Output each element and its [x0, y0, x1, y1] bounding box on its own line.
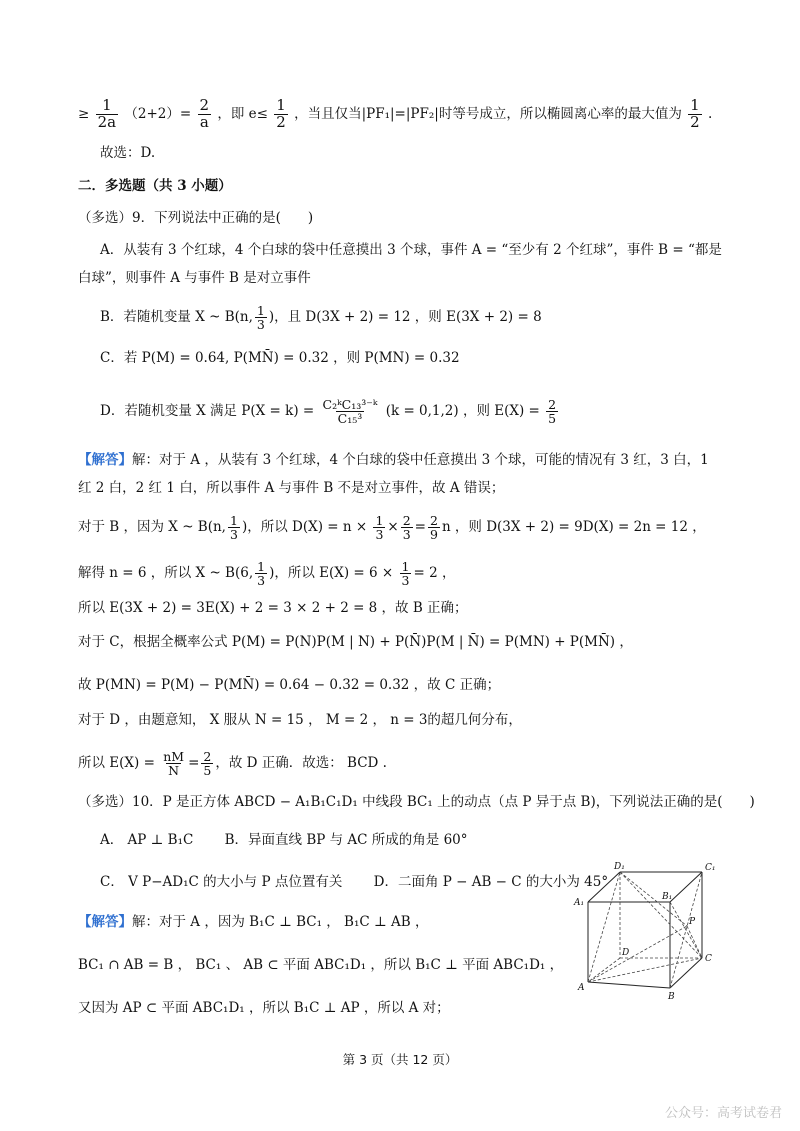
q9-option-b: [100, 304, 542, 331]
denominator: 2: [690, 112, 700, 131]
text: ，即 e≤: [217, 105, 268, 122]
numerator: 1: [401, 559, 410, 574]
q9-option-c: C．若 P(M) = 0.64, P(MN̄) = 0.32 ，则 P(MN) = 0.32: [100, 350, 460, 366]
text: 解：对于 A ，从装有 3 个红球，4 个白球的袋中任意摸出 3 个球，可能的情况有 3 红，3 白，1: [132, 452, 709, 468]
ans10-line3: 又因为 AP ⊂ 平面 ABC₁D₁ ，所以 B₁C ⊥ AP ，所以 A 对；: [78, 1000, 450, 1016]
diagonal-ad1: [588, 872, 620, 982]
ans10-line2: BC₁ ∩ AB = B ， BC₁ 、 AB ⊂ 平面 ABC₁D₁ ，所以 B₁C ⊥ 平面 ABC₁D₁ ，: [78, 957, 564, 973]
fraction: [400, 560, 412, 587]
fraction: [228, 514, 240, 541]
fraction: [321, 398, 380, 425]
denominator: 5: [203, 763, 212, 779]
numerator: 2: [429, 513, 438, 528]
text: ，故 D 正确．故选： BCD .: [215, 755, 387, 772]
label-b1: B₁: [662, 892, 673, 902]
text: )，且 D(3X + 2) = 12 ，则 E(3X + 2) = 8: [268, 309, 542, 326]
numerator: 1: [256, 303, 265, 318]
text: （2+2）=: [124, 105, 192, 122]
denominator: 5: [548, 411, 557, 427]
numerator: 2: [402, 513, 411, 528]
fraction: [274, 98, 288, 131]
label-c1: C₁: [705, 863, 716, 873]
fraction: [373, 514, 385, 541]
ans9-line4: [78, 560, 455, 587]
numerator: 1: [690, 96, 700, 114]
ans9-line8: 对于 D ，由题意知， X 服从 N = 15 ， M = 2 ， n = 3的超几何分布，: [78, 712, 522, 728]
edge-d1a1: [588, 872, 620, 902]
q9-option-d: [100, 398, 560, 425]
fraction: [198, 98, 212, 131]
fraction: [688, 98, 702, 131]
prev-answer: 故选：D.: [100, 145, 156, 161]
ans9-line2: 红 2 白，2 红 1 白，所以事件 A 与事件 B 不是对立事件，故 A 错误；: [78, 480, 505, 496]
denominator: 3: [401, 573, 410, 589]
fraction: [255, 560, 267, 587]
numerator: 2: [203, 749, 212, 764]
denominator: a: [199, 112, 209, 131]
text: 解：对于 A ，因为 B₁C ⊥ BC₁ ， B₁C ⊥ AB ，: [132, 914, 429, 930]
watermark: 公众号：高考试卷君: [664, 1106, 782, 1121]
ans9-line7: 故 P(MN) = P(M) − P(MN̄) = 0.64 − 0.32 = 0.32 ，故 C 正确；: [78, 677, 501, 693]
segment-b1c: [670, 902, 702, 958]
text: D．若随机变量 X 满足 P(X = k) =: [100, 403, 315, 420]
fraction: [255, 304, 267, 331]
edge-ab: [588, 982, 670, 988]
q10-stem: （多选）10．P 是正方体 ABCD − A₁B₁C₁D₁ 中线段 BC₁ 上的动点（点 P 异于点 B)，下列说法正确的是( ): [78, 794, 755, 810]
label-d1: D₁: [614, 862, 625, 872]
numerator: C₂ᵏC₁₃³⁻ᵏ: [322, 397, 378, 412]
denominator: 2a: [97, 112, 117, 131]
ans9-line6: 对于 C，根据全概率公式 P(M) = P(N)P(M | N) + P(N̄)P(M | N̄) = P(MN) + P(MN̄) ，: [78, 634, 633, 650]
segment-d1p: [620, 872, 687, 926]
text: ，当且仅当|PF₁|=|PF₂|时等号成立，所以椭圆离心率的最大值为: [294, 105, 682, 122]
numerator: 1: [229, 513, 238, 528]
q9-stem: （多选）9．下列说法中正确的是( ): [78, 210, 314, 226]
fraction: [428, 514, 440, 541]
fraction: [161, 750, 186, 777]
text: 对于 B ，因为 X ~ B(n,: [78, 519, 226, 536]
denominator: 3: [257, 573, 266, 589]
fraction: [546, 398, 558, 425]
denominator: 3: [402, 527, 411, 543]
text: 所以 E(X) =: [78, 755, 155, 772]
ans9-line3: [78, 514, 706, 541]
label-a: A: [578, 983, 585, 993]
numerator: 1: [102, 96, 112, 114]
fraction: [201, 750, 213, 777]
text: ×: [387, 519, 399, 536]
cube-figure: [570, 860, 730, 1000]
q10-options-ab: A． AP ⊥ B₁C B．异面直线 BP 与 AC 所成的角是 60°: [100, 832, 468, 848]
numerator: 1: [276, 96, 286, 114]
text: =: [188, 755, 200, 772]
q10-options-cd: C． V P−AD₁C 的大小与 P 点位置有关 D．二面角 P − AB − C 的大小为 45°: [100, 874, 609, 890]
denominator: 2: [276, 112, 286, 131]
numerator: 2: [548, 397, 557, 412]
denominator: 3: [256, 317, 265, 333]
fraction: [401, 514, 413, 541]
q9-option-a-line2: 白球”，则事件 A 与事件 B 是对立事件: [78, 270, 311, 286]
diagonal-ac: [588, 958, 702, 982]
text: ≥: [78, 105, 90, 122]
text: )，所以 E(X) = 6 ×: [269, 565, 394, 582]
section-title: 二．多选题（共 3 小题）: [78, 178, 232, 194]
denominator: N: [168, 763, 180, 779]
denominator: 3: [375, 527, 384, 543]
prev-solution-line: [78, 98, 712, 131]
ans9-line9: [78, 750, 387, 777]
text: (k = 0,1,2) ，则 E(X) =: [385, 403, 540, 420]
label-d: D: [622, 948, 630, 958]
numerator: nM: [163, 749, 185, 764]
page-number: 第 3 页（共 12 页）: [342, 1052, 458, 1067]
denominator: C₁₅³: [337, 411, 363, 427]
text: B．若随机变量 X ~ B(n,: [100, 309, 253, 326]
label-c: C: [705, 954, 712, 964]
text: 解得 n = 6 ，所以 X ~ B(6,: [78, 565, 254, 582]
text: = 2 ，: [413, 565, 456, 582]
segment-ap: [588, 926, 687, 982]
ans10-line1: [78, 912, 428, 932]
label-b: B: [668, 992, 675, 1000]
segment-pc: [687, 926, 702, 958]
q9-option-a-line1: A．从装有 3 个红球，4 个白球的袋中任意摸出 3 个球，事件 A = “至少有 2 个红球”，事件 B = “都是: [100, 242, 722, 258]
edge-bc: [670, 958, 702, 988]
text: .: [707, 105, 713, 122]
text: )，所以 D(X) = n ×: [241, 519, 368, 536]
ans9-line1: [78, 450, 709, 470]
ans9-line5: 所以 E(3X + 2) = 3E(X) + 2 = 3 × 2 + 2 = 8 ，故 B 正确；: [78, 600, 468, 616]
label-p: P: [689, 917, 696, 927]
numerator: 1: [375, 513, 384, 528]
text: =: [414, 519, 426, 536]
answer-tag: 【解答】: [78, 914, 132, 930]
denominator: 3: [229, 527, 238, 543]
label-a1: A₁: [574, 898, 585, 908]
fraction: [96, 98, 119, 131]
denominator: 9: [429, 527, 438, 543]
answer-tag: 【解答】: [78, 452, 132, 468]
edge-c1b1: [670, 872, 702, 902]
text: n ，则 D(3X + 2) = 9D(X) = 2n = 12 ，: [441, 519, 706, 536]
numerator: 2: [199, 96, 210, 114]
numerator: 1: [257, 559, 266, 574]
diagonal-d1c: [620, 872, 702, 958]
